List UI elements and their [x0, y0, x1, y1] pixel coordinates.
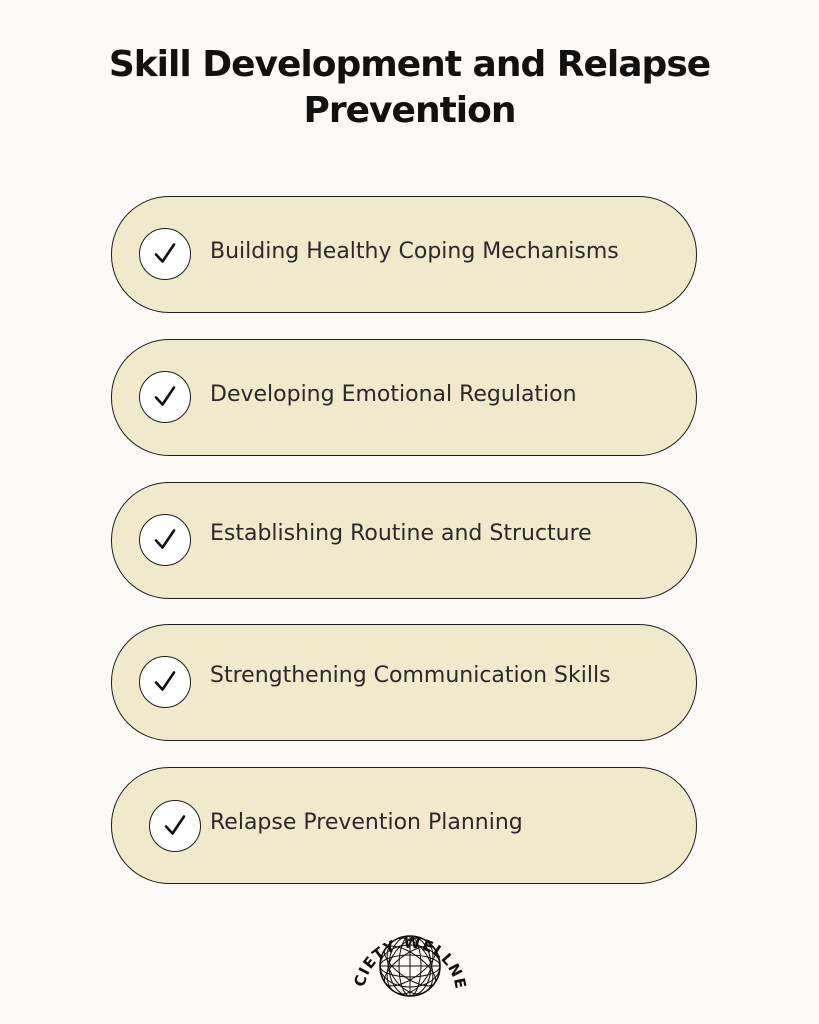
list-item-label: Developing Emotional Regulation [210, 382, 577, 407]
list-item [111, 196, 697, 313]
list-item-label: Relapse Prevention Planning [210, 810, 523, 835]
page-title: Skill Development and Relapse Prevention [108, 44, 711, 131]
list-item-label: Strengthening Communication Skills [210, 663, 611, 688]
society-wellness-logo [352, 904, 468, 1008]
list-item [111, 767, 697, 884]
check-icon [139, 228, 191, 280]
check-icon [139, 371, 191, 423]
logo-text: CIETY WELLNE [352, 933, 468, 991]
check-icon [139, 514, 191, 566]
list-item [111, 339, 697, 456]
list-item [111, 482, 697, 599]
list-item-label: Establishing Routine and Structure [210, 521, 592, 546]
list-item [111, 624, 697, 741]
list-item-label: Building Healthy Coping Mechanisms [210, 239, 619, 264]
check-icon [139, 656, 191, 708]
check-icon [149, 800, 201, 852]
